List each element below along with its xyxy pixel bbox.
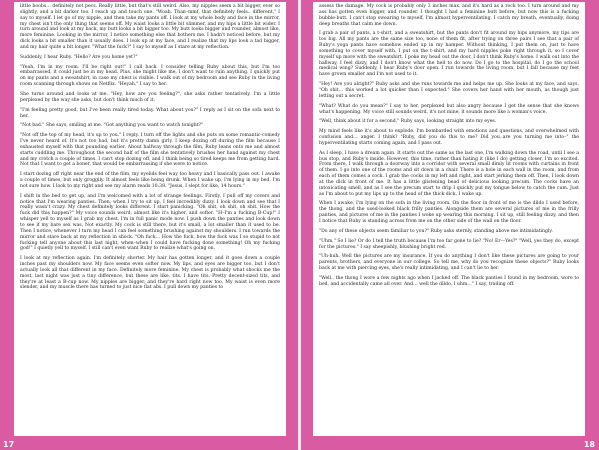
paragraph: "What? What do you mean?" I say to her, perplexed but also angry because I get the sense that she knows what's happening. My voice still sounds weird, it's not mine, it sounds more like a woman's voice. — [319, 103, 579, 115]
paragraph: "Uh-huh. Well the pictures are my insurance. If you do anything I don't like these pictures are going to your parents, brothers, and everyone in our college. So tell me, why do you recognize these objects?" Ruby looks back at me with piercing eyes, she's really intimidating, and I can't lie to her. — [319, 254, 579, 272]
left-page-text — [20, 4, 280, 291]
left-page — [0, 0, 298, 450]
paragraph: "Not off the top of my head, it's up to you." I reply. I turn off the lights and she puts on some romantic-comedy I've never heard of. It's not too bad, but it's pretty damn girly. I keep dozing off during the film because I exhausted myself with that pounding earlier. About halfway through the film, Ruby leans onto me and almost starts cuddling me. Throughout the second half of the film she tentatively brushes her hand against my chest and my crotch a couple of times. I can't stop dozing off, and I think being so tired keeps me from getting hard. Not that I want to get a boner, that would be embarrassing if she were to notice. — [20, 133, 280, 168]
paragraph: "Well, think about it for a second," Ruby says, looking straight into my eyes. — [319, 119, 497, 125]
paragraph: I look at my reflection again. I'm definitely shorter. My hair has gotten longer, and it goes down a couple inches past my shoulders now. My face seems even softer now. My lips, and eyes are bigger too, but I don't actually look all that different in my face. Definitely more feminine. My chest is probably what shocks me the most, last night was just a tiny difference, but these are like, tits. I have tits. Pretty decent-sized tits, and they're at least a B-cup now. My nipples are bigger, and they're hard right now too. My waist is even more slender, and my muscle there has turned to just nice flat abs. I pull down my panties to — [20, 256, 280, 291]
paragraph: "Yeah, I'm in my room. I'll be right out!" I call back. I consider telling Ruby about this, but I'm too embarrassed, it could just be in my head. Plus, she might like me, I don't want to ruin anything. I quickly put on my pants and a sweatshirt, in case my chest is visible. I walk out of my bedroom and see Ruby in the living room scanning through shows on Netflix. "Heyah," I say to her. — [20, 64, 280, 88]
right-page — [301, 0, 599, 450]
paragraph: little boobs… definitely not pecs. Really little, but that's still weird. Also, my nipples seem a bit bigger, ever so slightly, and a bit darker too. I reach up and touch one. "Woah. Than–mmf, that definitely feels.. different," I say to myself. I let go of my nipple, and then take my pants off. I look at my whole body and face in the mirror, my chest isn't the only thing that seems off. My waist looks a little bit slimmer, and my hips a little bit wider. I turn around and look at my back, my butt looks a bit bigger too. My butt looks bigger and rounder, almost like, more feminine. Looking in the mirror, I notice something else that bothers me. I hadn't noticed before, but my dick looks a bit smaller than it usually does. I look up at my face, and I realize that my lips look a tad bigger, and my hair quite a bit longer. "What the fuck?" I say to myself as I stare at my reflection. — [20, 4, 280, 50]
paragraph: assess the damage. My cock is probably only 3 inches max, and it's hard as a rock too. I turn around and my ass has gotten even bigger, and rounder. I thought I had a feminine butt before, but now this is a fucking bubble-butt. I can't stop swearing to myself, I'm almost hyperventilating. I catch my breath, eventually, doing deep breaths that calm me down. — [319, 4, 579, 27]
paragraph: As I sleep, I have a dream again. It starts out the same as the last one, I'm walking down the road, until I see a bus stop, and Ruby's inside. However, this time, rather than hating it (like I do) getting closer, I'm so excited. From there, I walk through a doorway into a corridor with several small dimly lit rooms with curtains in front of them. I go into one of the rooms and sit down in a chair. There is a hole in each wall in the room, and from each of them comes a cock. I grab the cocks in my left and right, and start jerking them off. Then, I look down at the dick in front of me. It has a little glistening bead of delicious looking precum. The cocks have an intoxicating smell, and as I see the precum start to drip I quickly put my tongue below to catch the cum. Just as I'm about to put my lips up to the head of the thick dick, I wake up. — [319, 150, 579, 197]
paragraph: I start dozing off right near the end of the film, my eyelids feel way too heavy and I basically pass out. I awake a couple of times, but only groggily. It almost feels like being drunk. When I wake up, I'm lying in my bed. I'm not sure how. I look to my right and see my alarm reads 10:38. "Jesus, I slept for like, 14 hours." — [20, 172, 280, 189]
right-page-paper — [313, 2, 585, 436]
paragraph: "Do any of these objects seem familiar to you?" Ruby asks sternly, standing above me intimidatingly. — [319, 228, 553, 234]
paragraph: "Not bad." She says, smiling at me. "Got anything you want to watch tonight?" — [20, 123, 204, 129]
paragraph: My mind feels like it's about to explode. I'm bombarded with emotions and questions, and overwhelmed with confusion and… anger. I think? "Ruby, did you do this to me? Did you..are you turning me into–" the hyperventilating starts coming again, and I pass out. — [319, 129, 579, 146]
right-page-text — [319, 4, 579, 288]
paragraph: I grab a pair of pants, a t-shirt, and a sweatshirt, but the pants don't fit around my hips anymore, my tips are too big. All my pants are the same size too, none of them fit, after trying on three pairs I see that a pair of Ruby's yoga pants have somehow ended up in my hamper. Without thinking, I put them on, just to have something to cover myself with. I put on the t-shirt, and my hard nipples poke right through it, so I cover myself up more with the sweatshirt. I poke my head out the door, I don't think Ruby's home. I walk out into the hallway, I feel dizzy, and I don't know what the hell to do now. Do I go to the hospital, do I go the school medical wing? Suddenly, I hear Ruby's door open. I run towards the living room, but I fall because my feet have grown smaller and I'm not used to it. — [319, 31, 579, 78]
paragraph: Suddenly, I hear Ruby. "Hello? Are you home yet?" — [20, 54, 138, 60]
page-number-left: 17 — [3, 440, 15, 449]
paragraph: "Well.. the thong I wore a few nights ago when I jacked off. The black panties I found in my bedroom, wore to bed, and accidentally came all over. And… well the dildo, I uhm…" I say, trailing off. — [319, 275, 579, 287]
paragraph: When I awake, I'm lying on the sofa in the living room. On the floor in front of me is the dildo I used before, the thong, and the used-looked black frilly panties. Alongside them are several pictures of me in the frilly panties, and pictures of me in the panties I woke up wearing this morning. I sit up, still feeling dizzy, and then I notice that Ruby is standing across from me on the other side of the wall on the floor. — [319, 201, 579, 224]
paragraph: She turns around and looks at me. "Hey, how are you feeling?", she asks rather tentatively. I'm a little perplexed by the way she asks, but don't think much of it. — [20, 91, 280, 103]
left-page-paper — [14, 2, 286, 436]
paragraph: "I'm feeling pretty good, but I've been really tired today. What about you?" I reply as I sit on the sofa next to her. — [20, 107, 280, 119]
page-number-right: 18 — [583, 440, 595, 449]
paragraph: "Hey! Are you alright?" Ruby asks and she runs towards me and helps me up. She looks at my face, and says, "Oh shit… this worked a lot quicker than I expected." She covers her hand with her mouth, as though just letting out a secret. — [319, 82, 579, 99]
paragraph: I shift in the bed to get up, and I'm welcomed with a lot of strange feelings. Firstly, I pull off my covers and notice that I'm wearing panties. Then, when I try to sit up, I feel incredibly dizzy. I look down and see that I really wasn't crazy. My chest definitely looks different. I start panicking. "Oh shit, oh shit, oh shit. How the fuck did this happen?" My voice sounds weird, almost like it's higher, and softer. "H–I'm a fucking B-Cup!" I whisper yell to myself as I grab my chest. I'm in full panic mode now. I push down the panties and look down to see if my bare sex was, Not exactly. My cock is still there, but it's small, a lot smaller than it used to be. Then I notice, whenever I turn my head I can feel something brushing against my shoulders. I run towards the mirror and stare back at my reflection in shock. "Oh fuck… How the fuck, how the fuck was I so stupid to not fucking tell anyone about this last night, when–when I could have fucking done something! Oh my fucking god!" I quietly yell to myself. I still can't even want Ruby to realize what's going on. — [20, 193, 280, 252]
paragraph: "Uhm," So I lie? Or do I tell the truth because I'm too far gone to lie? "No! Er––Yes?" "Well, yes they do, except for the pictures." I say sheepishly, blushing bright red. — [319, 238, 579, 250]
